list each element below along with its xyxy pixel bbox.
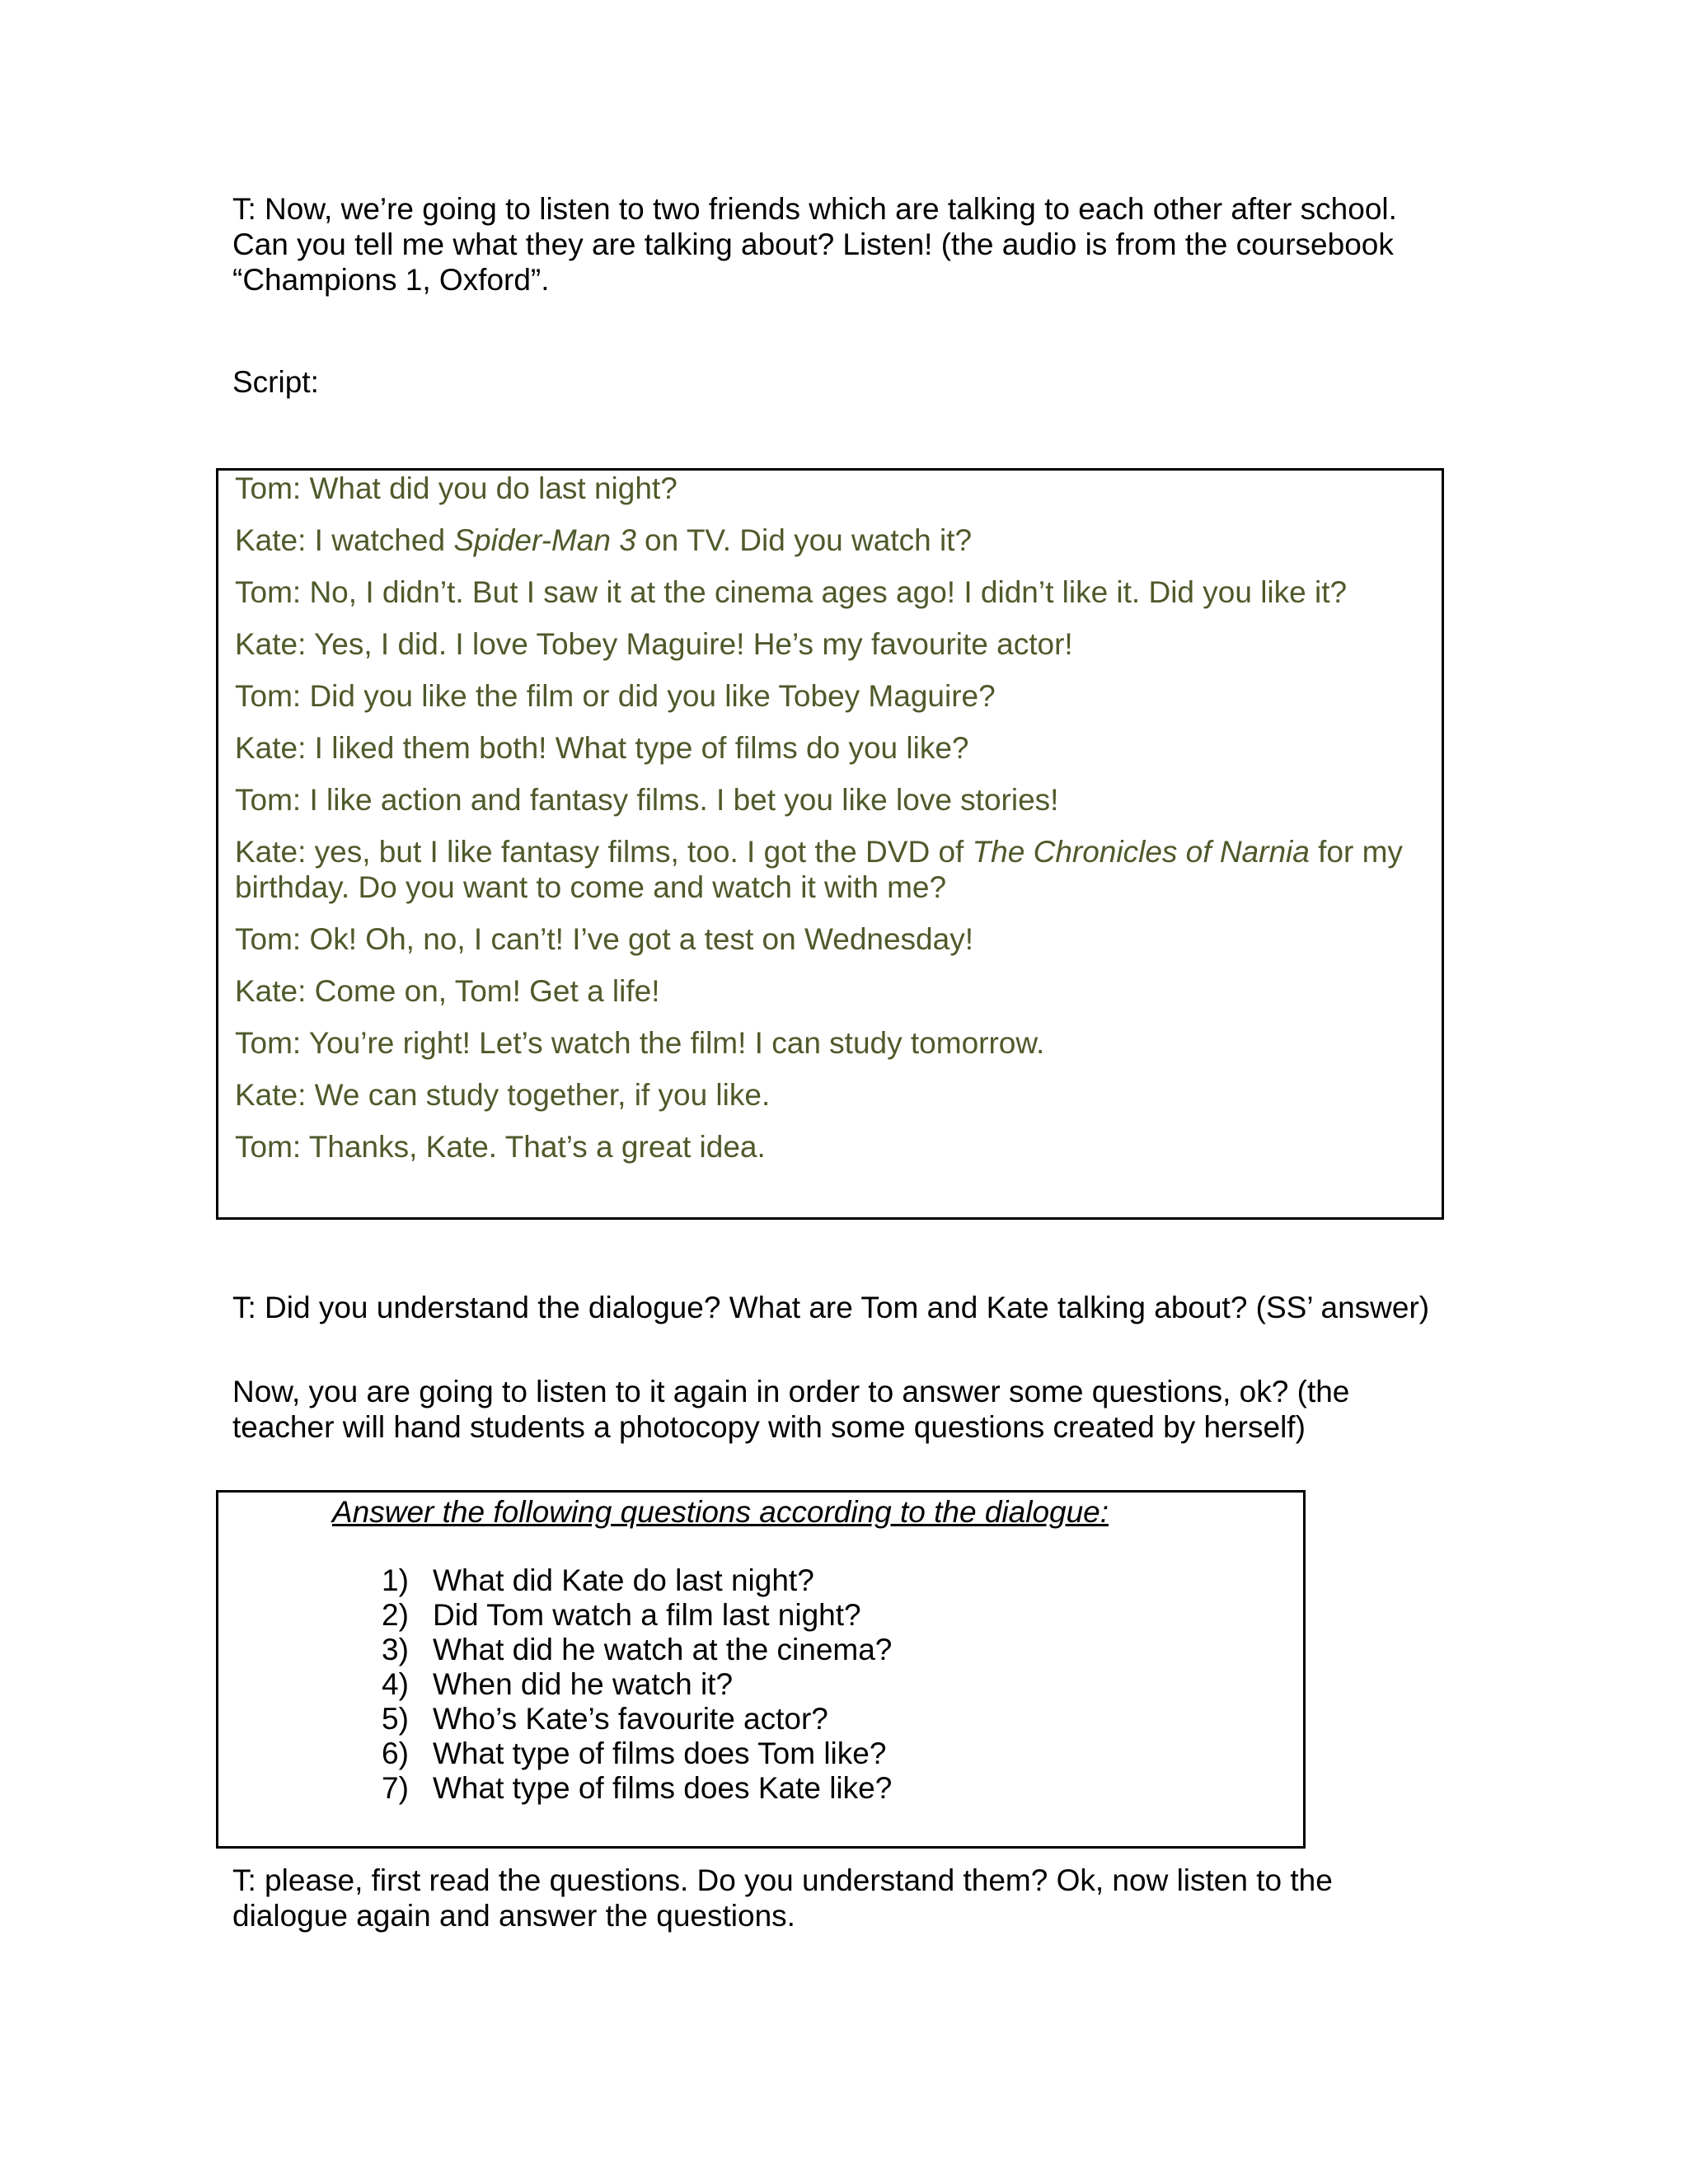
- dialogue-line: [235, 1129, 1422, 1165]
- question-number: 2): [382, 1598, 409, 1632]
- question-heading: Answer the following questions according to the dialogue:: [332, 1495, 1109, 1529]
- dialogue-text: Kate: Yes, I did. I love Tobey Maguire! He’s my favourite actor!: [235, 627, 1073, 661]
- closing-line: dialogue again and answer the questions.: [232, 1899, 795, 1933]
- dialogue-line: [235, 471, 1422, 506]
- script-label: Script:: [232, 365, 319, 399]
- question-number: 5): [382, 1702, 409, 1736]
- comprehension-question: T: Did you understand the dialogue? What are Tom and Kate talking about? (SS’ answer): [232, 1291, 1430, 1324]
- dialogue-line: [235, 523, 1422, 558]
- intro-line: Can you tell me what they are talking about? Listen! (the audio is from the coursebook: [232, 227, 1394, 261]
- question-text: What did Kate do last night?: [433, 1563, 814, 1597]
- question-number: 3): [382, 1633, 409, 1666]
- film-title: Spider-Man 3: [453, 523, 636, 557]
- script-box: [216, 468, 1444, 1220]
- dialogue-text: Tom: I like action and fantasy films. I bet you like love stories!: [235, 783, 1059, 817]
- closing-paragraph: [232, 1863, 1469, 1933]
- question-box: [216, 1490, 1306, 1849]
- question-number: 1): [382, 1563, 409, 1597]
- dialogue-text: Tom: What did you do last night?: [235, 471, 678, 505]
- dialogue-text: Tom: Ok! Oh, no, I can’t! I’ve got a test on Wednesday!: [235, 922, 973, 956]
- dialogue-text: Kate: I liked them both! What type of films do you like?: [235, 731, 969, 765]
- dialogue-text: on TV. Did you watch it?: [635, 523, 973, 557]
- question-item: [382, 1633, 892, 1667]
- dialogue-line: [235, 678, 1422, 714]
- dialogue-line: [235, 973, 1422, 1009]
- dialogue-line: [235, 730, 1422, 766]
- question-item: [382, 1563, 892, 1598]
- intro-paragraph: [232, 191, 1469, 298]
- dialogue-line: [235, 626, 1422, 662]
- dialogue-text: Kate: I watched: [235, 523, 454, 557]
- dialogue-line: [235, 1025, 1422, 1061]
- dialogue-line: [235, 921, 1422, 957]
- dialogue-line: [235, 574, 1422, 610]
- dialogue-text: Tom: Did you like the film or did you like Tobey Maguire?: [235, 679, 996, 713]
- question-text: Who’s Kate’s favourite actor?: [433, 1702, 828, 1736]
- question-number: 7): [382, 1771, 409, 1805]
- intro-line: “Champions 1, Oxford”.: [232, 263, 550, 297]
- dialogue-line: [235, 834, 1422, 905]
- question-item: [382, 1667, 892, 1702]
- question-item: [382, 1702, 892, 1736]
- question-text: When did he watch it?: [433, 1667, 734, 1701]
- intro-line: T: Now, we’re going to listen to two friends which are talking to each other after school.: [232, 192, 1397, 226]
- dialogue-text: Tom: No, I didn’t. But I saw it at the cinema ages ago! I didn’t like it. Did you like it?: [235, 575, 1348, 609]
- question-text: Did Tom watch a film last night?: [433, 1598, 861, 1632]
- dialogue-text: Kate: Come on, Tom! Get a life!: [235, 974, 660, 1008]
- dialogue-text: birthday. Do you want to come and watch it with me?: [235, 870, 947, 904]
- question-item: [382, 1736, 892, 1771]
- dialogue-text: Kate: We can study together, if you like.: [235, 1078, 771, 1112]
- dialogue-line: [235, 782, 1422, 818]
- question-text: What did he watch at the cinema?: [433, 1633, 893, 1666]
- question-number: 6): [382, 1736, 409, 1770]
- film-title: The Chronicles of Narnia: [972, 835, 1310, 869]
- instruction-paragraph: [232, 1374, 1469, 1445]
- question-item: [382, 1598, 892, 1633]
- closing-line: T: please, first read the questions. Do you understand them? Ok, now listen to the: [232, 1863, 1333, 1897]
- question-number: 4): [382, 1667, 409, 1701]
- instruction-line: Now, you are going to listen to it again in order to answer some questions, ok? (the: [232, 1375, 1350, 1408]
- dialogue-text: Kate: yes, but I like fantasy films, too. I got the DVD of: [235, 835, 973, 869]
- instruction-line: teacher will hand students a photocopy with some questions created by herself): [232, 1410, 1306, 1444]
- question-text: What type of films does Kate like?: [433, 1771, 893, 1805]
- dialogue-text: Tom: You’re right! Let’s watch the film! I can study tomorrow.: [235, 1026, 1045, 1060]
- dialogue-line: [235, 1077, 1422, 1113]
- dialogue-text: Tom: Thanks, Kate. That’s a great idea.: [235, 1130, 766, 1164]
- question-list: [382, 1563, 892, 1806]
- question-item: [382, 1771, 892, 1806]
- question-text: What type of films does Tom like?: [433, 1736, 887, 1770]
- dialogue-text: for my: [1309, 835, 1403, 869]
- dialogue-list: [235, 471, 1422, 1181]
